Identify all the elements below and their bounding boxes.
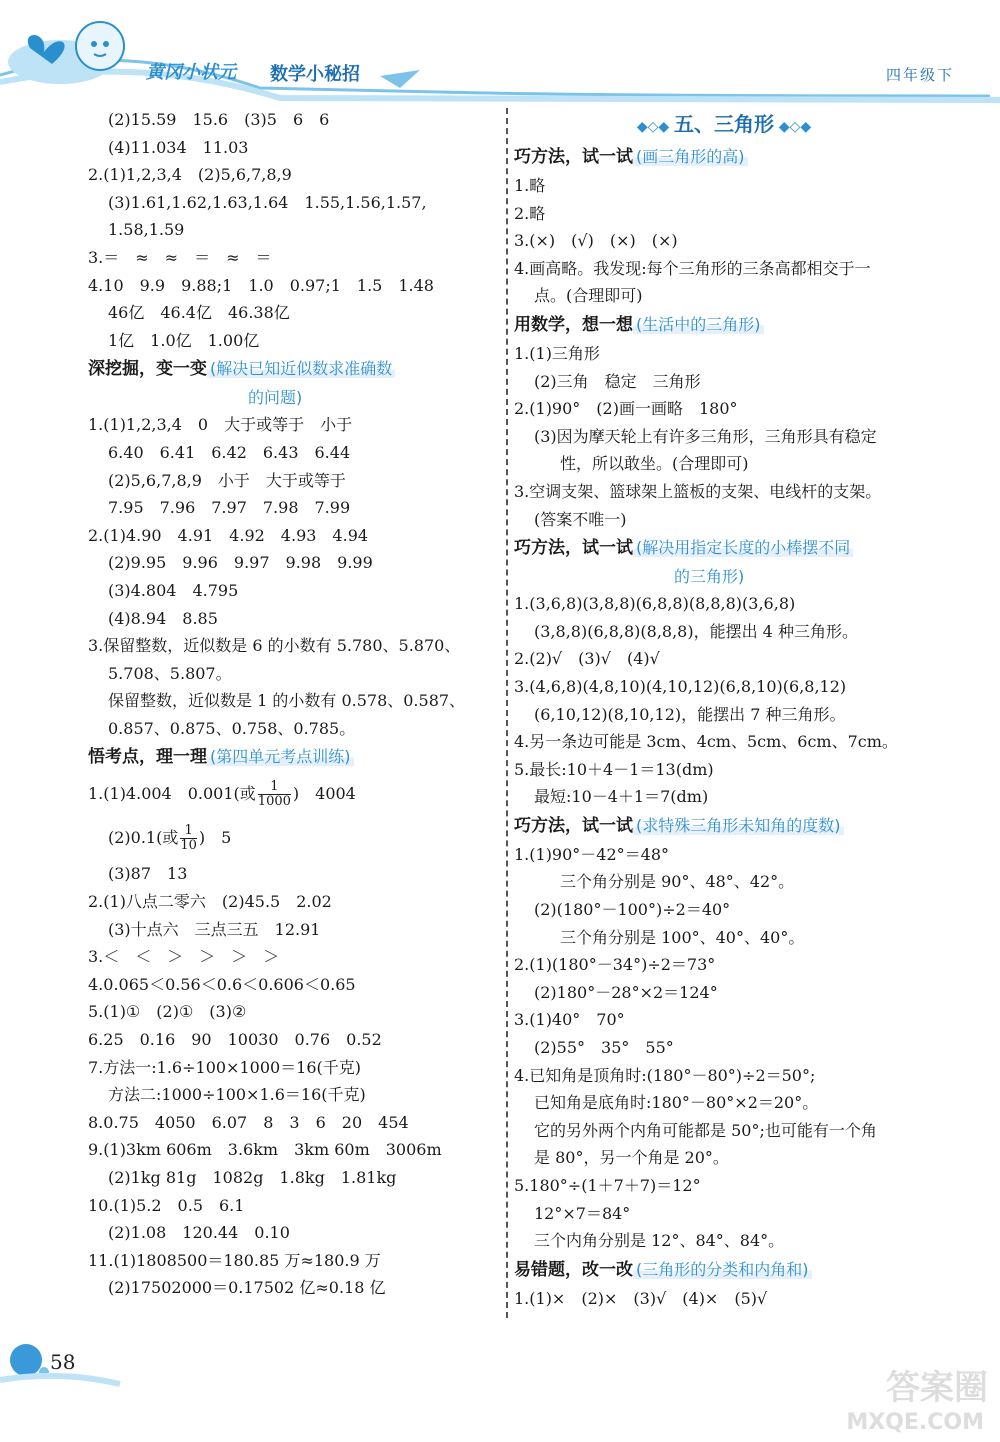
answer-line — [88, 816, 500, 860]
answer-line: 5.180°÷(1＋7＋7)＝12° — [514, 1176, 701, 1195]
answer-line: 已知角是底角时:180°－80°×2＝20°。 — [534, 1093, 819, 1113]
diamond-icon: ◆◇◆ — [636, 119, 674, 135]
answer-line: (3)4.804 4.795 — [108, 580, 239, 600]
answer-line: 2.(1)4.90 4.91 4.92 4.93 4.94 — [88, 525, 369, 545]
answer-line: 2.略 — [514, 203, 546, 223]
header-banner-graphic — [0, 0, 1000, 108]
answer-line: 1.(1)1,2,3,4 0 大于或等于 小于 — [88, 415, 353, 435]
section-heading — [514, 142, 934, 172]
section-heading — [514, 811, 934, 841]
section-heading — [514, 310, 934, 340]
answer-line: 1.(1)90°－42°＝48° — [514, 844, 670, 864]
answer-line: 1.略 — [514, 176, 546, 195]
answer-line: 0.857、0.875、0.758、0.785。 — [108, 718, 356, 738]
answer-line: 2.(1)八点二零六 (2)45.5 2.02 — [88, 892, 332, 912]
answer-line: 3.＜ ＜ ＞ ＞ ＞ ＞ — [88, 947, 280, 967]
answer-line: (2)1kg 81g 1082g 1.8kg 1.81kg — [108, 1168, 397, 1187]
grade-label: 四年级下 — [885, 66, 954, 84]
answer-line: 1.58,1.59 — [108, 220, 185, 240]
answer-line: (2)5,6,7,8,9 小于 大于或等于 — [108, 470, 346, 490]
answer-line: 9.(1)3km 606m 3.6km 3km 60m 3006m — [88, 1140, 442, 1160]
section-title: 巧方法，试一试 — [514, 815, 633, 836]
answer-text: 1.(1)4.004 0.001(或 — [88, 784, 256, 804]
section-heading — [88, 742, 500, 772]
answer-line: 3.＝ ≈ ≈ ＝ ≈ ＝ — [88, 247, 272, 267]
answer-line: (2)15.59 15.6 (3)5 6 6 — [108, 110, 330, 129]
answer-line: 3.保留整数，近似数是 6 的小数有 5.780、5.870、 — [88, 636, 461, 656]
fraction-numerator: 1 — [180, 824, 197, 839]
answer-line: 3.(4,6,8)(4,8,10)(4,10,12)(6,8,10)(6,8,12) — [514, 676, 847, 696]
answer-line: 1.(1)三角形 — [514, 343, 600, 363]
answer-line: (2)180°－28°×2＝124° — [534, 982, 718, 1002]
book-subject: 数学小秘招 — [270, 64, 360, 85]
section-title: 深挖掘，变一变 — [88, 359, 207, 380]
page-number: 58 — [50, 1350, 76, 1374]
section-subtitle-cont: 的问题) — [248, 388, 303, 408]
answer-line: (2)9.95 9.96 9.97 9.98 9.99 — [108, 553, 373, 573]
answer-line: 3.空调支架、篮球架上篮板的支架、电线杆的支架。 — [514, 481, 882, 501]
answer-line: 7.方法一:1.6÷100×1000＝16(千克) — [88, 1057, 362, 1077]
answer-line: 1.(1)× (2)× (3)√ (4)× (5)√ — [514, 1288, 768, 1308]
answer-line: 6.40 6.41 6.42 6.43 6.44 — [108, 442, 351, 462]
section-subtitle: (解决已知近似数求准确数 — [207, 359, 395, 378]
section-subtitle: (第四单元考点训练) — [207, 747, 354, 766]
fraction-denominator: 10 — [180, 838, 197, 854]
section-title: 用数学，想一想 — [514, 314, 633, 335]
answer-line: 三个内角分别是 12°、84°、84°。 — [534, 1231, 785, 1251]
answer-line: 4.0.065＜0.56＜0.6＜0.606＜0.65 — [88, 974, 356, 994]
answer-line: 7.95 7.96 7.97 7.98 7.99 — [108, 498, 351, 518]
watermark-url: MXQE.COM — [846, 1410, 984, 1435]
section-subtitle: (生活中的三角形) — [633, 315, 764, 334]
answer-line: (2)1.08 120.44 0.10 — [108, 1223, 290, 1243]
chapter-heading — [514, 106, 934, 142]
answer-line: 5.(1)① (2)① (3)② — [88, 1002, 247, 1022]
answer-line: (3)87 13 — [108, 864, 188, 884]
answer-line: (2)三角 稳定 三角形 — [534, 371, 701, 391]
answer-text: (2)0.1(或 — [108, 828, 179, 848]
answer-line: (3,8,8)(6,8,8)(8,8,8)，能摆出 4 种三角形。 — [534, 621, 858, 641]
section-title: 巧方法，试一试 — [514, 147, 633, 167]
answer-line: (4)8.94 8.85 — [108, 608, 218, 628]
left-column — [88, 106, 500, 1302]
right-column — [514, 106, 934, 1312]
page-header — [0, 0, 1000, 108]
chapter-title: 五、三角形 — [674, 112, 774, 136]
fraction — [258, 780, 291, 809]
answer-line: 点。(合理即可) — [534, 286, 643, 306]
answer-line: 4.已知角是顶角时:(180°－80°)÷2＝50°; — [514, 1065, 816, 1085]
answer-line: 4.画高略。我发现:每个三角形的三条高都相交于一 — [514, 258, 871, 278]
section-title: 悟考点，理一理 — [88, 747, 207, 768]
column-divider — [506, 108, 508, 1318]
answer-line: 性，所以敢坐。(合理即可) — [560, 454, 749, 474]
answer-line: 保留整数，近似数是 1 的小数有 0.578、0.587、 — [108, 691, 466, 711]
answer-line: 最短:10－4＋1＝7(dm) — [534, 787, 709, 807]
answer-line: 是 80°，另一个角是 20°。 — [534, 1148, 729, 1168]
fraction-denominator: 1000 — [257, 794, 291, 810]
answer-line: (3)1.61,1.62,1.63,1.64 1.55,1.56,1.57, — [108, 192, 427, 212]
answer-line: 3.(×) (√) (×) (×) — [514, 231, 678, 251]
answer-line: (3)因为摩天轮上有许多三角形，三角形具有稳定 — [534, 426, 877, 446]
answer-line: 5.708、5.807。 — [108, 663, 232, 683]
section-heading — [514, 533, 934, 563]
answer-line: 方法二:1000÷100×1.6＝16(千克) — [108, 1085, 366, 1105]
watermark-logo: 答案圈 — [886, 1368, 988, 1408]
answer-line: 它的另外两个内角可能都是 50°;也可能有一个角 — [534, 1120, 877, 1140]
diamond-icon: ◆◇◆ — [774, 119, 812, 135]
answer-line: 11.(1)1808500＝180.85 万≈180.9 万 — [88, 1250, 381, 1270]
answer-line: 4.另一条边可能是 3cm、4cm、5cm、6cm、7cm。 — [514, 732, 898, 752]
answer-line: 三个角分别是 100°、40°、40°。 — [560, 927, 805, 947]
answer-line: 5.最长:10＋4－1＝13(dm) — [514, 759, 714, 779]
answer-line: (答案不唯一) — [534, 509, 627, 529]
answer-line: 三个角分别是 90°、48°、42°。 — [560, 872, 795, 892]
answer-line: 1.(3,6,8)(3,8,8)(6,8,8)(8,8,8)(3,6,8) — [514, 594, 796, 614]
section-heading — [88, 354, 500, 384]
section-subtitle: (三角形的分类和内角和) — [633, 1260, 812, 1279]
answer-text: ) 4004 — [292, 784, 356, 804]
section-subtitle: (解决用指定长度的小棒摆不同 — [633, 538, 853, 557]
section-title: 巧方法，试一试 — [514, 538, 633, 559]
answer-line: 2.(1)1,2,3,4 (2)5,6,7,8,9 — [88, 165, 292, 185]
answer-line: 8.0.75 4050 6.07 8 3 6 20 454 — [88, 1112, 409, 1132]
answer-line: 2.(1)(180°－34°)÷2＝73° — [514, 955, 716, 975]
answer-line: (2)55° 35° 55° — [534, 1038, 674, 1058]
section-subtitle: (画三角形的高) — [633, 147, 748, 166]
fraction-numerator: 1 — [258, 780, 291, 795]
answer-line: 12°×7＝84° — [534, 1203, 631, 1223]
answer-line — [88, 772, 500, 816]
answer-line: 4.10 9.9 9.88;1 1.0 0.97;1 1.5 1.48 — [88, 275, 434, 295]
answer-line: (6,10,12)(8,10,12)，能摆出 7 种三角形。 — [534, 704, 846, 724]
answer-text: ) 5 — [198, 828, 232, 848]
section-title: 易错题，改一改 — [514, 1259, 633, 1280]
answer-line: (2)17502000＝0.17502 亿≈0.18 亿 — [108, 1278, 386, 1298]
section-heading — [514, 1255, 934, 1285]
answer-line: 3.(1)40° 70° — [514, 1010, 625, 1030]
answer-line: 2.(1)90° (2)画一画略 180° — [514, 399, 738, 419]
answer-line: 2.(2)√ (3)√ (4)√ — [514, 649, 660, 669]
section-subtitle-cont: 的三角形) — [674, 567, 745, 587]
brand-logo-text: 黄冈小状元 — [146, 62, 236, 83]
answer-line: 46亿 46.4亿 46.38亿 — [108, 303, 290, 323]
answer-line: (2)(180°－100°)÷2＝40° — [534, 900, 731, 920]
answer-line: 1亿 1.0亿 1.00亿 — [108, 330, 260, 350]
answer-line: 10.(1)5.2 0.5 6.1 — [88, 1195, 245, 1215]
footer-decoration — [0, 1340, 200, 1400]
fraction — [180, 824, 197, 853]
section-subtitle: (求特殊三角形未知角的度数) — [633, 816, 844, 835]
answer-line: 6.25 0.16 90 10030 0.76 0.52 — [88, 1030, 382, 1050]
answer-line: (3)十点六 三点三五 12.91 — [108, 919, 321, 939]
answer-line: (4)11.034 11.03 — [108, 137, 249, 157]
